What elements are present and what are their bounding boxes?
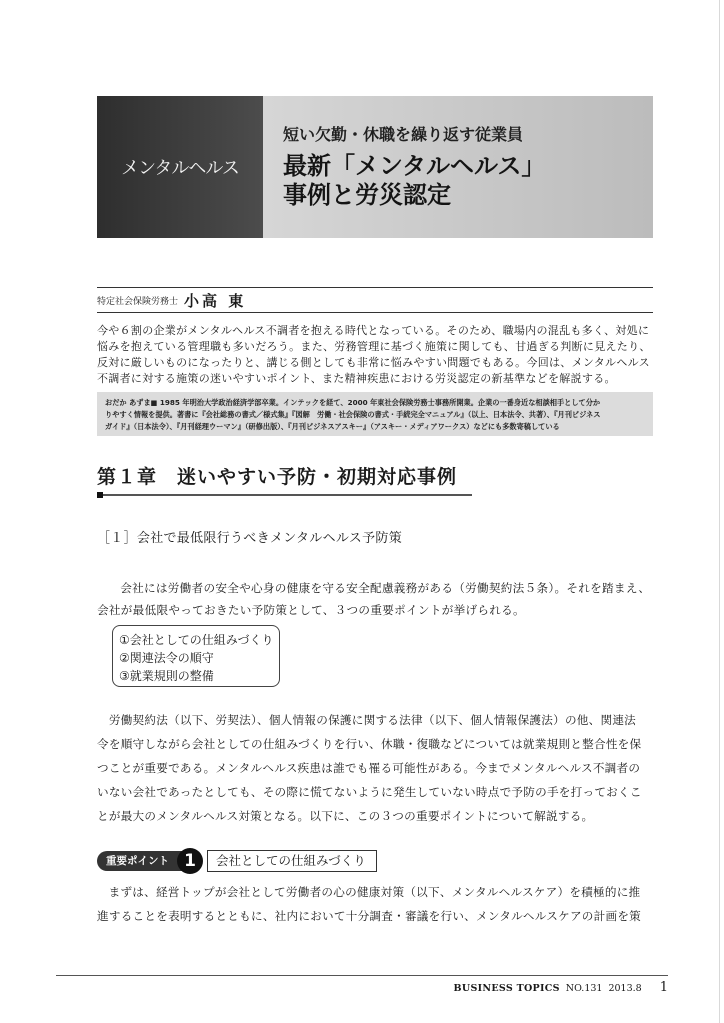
body-paragraph-2: [97, 708, 657, 828]
key-point-label: 重要ポイント: [97, 851, 185, 871]
bio-line: りやすく情報を提供。著書に『会社総務の書式／様式集』『図解 労働・社会保険の書式・手続完全マニュアル』（以上、日本法令、共著）、『月刊ビジネス: [105, 410, 601, 419]
issue-number: NO.131: [565, 983, 603, 994]
key-point-item: ③就業規則の整備: [119, 669, 214, 683]
page-number: 1: [659, 980, 668, 995]
key-point-item: ②関連法令の順守: [119, 651, 214, 665]
chapter-title: 第１章 迷いやすい予防・初期対応事例: [97, 466, 458, 488]
key-point-title: 会社としての仕組みづくり: [207, 850, 377, 872]
article-title-line-1: 最新「メンタルヘルス」: [283, 151, 546, 180]
body-line: つことが重要である。メンタルヘルス疾患は誰でも罹る可能性がある。今までメンタルヘルス不調者の: [97, 761, 641, 775]
author-row: [97, 287, 653, 313]
article-kicker: 短い欠勤・休職を繰り返す従業員: [283, 125, 524, 144]
key-points-box: [112, 625, 280, 687]
body-line: 会社には労働者の安全や心身の健康を守る安全配慮義務がある（労働契約法５条）。それを踏まえ、: [120, 581, 651, 595]
key-point-item: ①会社としての仕組みづくり: [119, 633, 274, 647]
lead-line: 悩みを抱えている管理職も多いだろう。また、労務管理に基づく施策に関しても、甘過ぎる判断に見えたり、: [97, 340, 651, 353]
body-paragraph-3: [97, 880, 657, 928]
issue-date: 2013.8: [608, 983, 642, 994]
chapter-heading: [97, 462, 472, 498]
scan-edge-line: [719, 0, 720, 1023]
body-line: 進することを表明するとともに、社内において十分調査・審議を行い、メンタルヘルスケアの計画を策: [97, 909, 642, 923]
body-line: 令を順守しながら会社としての仕組みづくりを行い、休職・復職などについては就業規則と整合性を保: [97, 737, 642, 751]
body-line: とが最大のメンタルヘルス対策となる。以下に、この３つの重要ポイントについて解説する。: [97, 809, 594, 823]
body-line: 労働契約法（以下、労契法）、個人情報の保護に関する法律（以下、個人情報保護法）の他、関連法: [97, 713, 637, 727]
publication-name: BUSINESS TOPICS: [453, 983, 560, 994]
body-paragraph-1: [97, 577, 653, 621]
chapter-underline: [97, 494, 472, 496]
article-header-band: [97, 96, 653, 238]
body-line: いない会社であったとしても、その際に慌てないように発生していない時点で予防の手を打っておくこ: [97, 785, 642, 799]
footer-rule: [56, 975, 668, 976]
author-name: 小高 東: [184, 291, 247, 310]
key-point-number-badge: 1: [177, 848, 203, 874]
bio-line: ガイド』（日本法令）、『月刊経理ウーマン』（研修出版）、『月刊ビジネスアスキー』（アスキー・メディアワークス）などにも多数寄稿している: [105, 422, 560, 431]
author-role: 特定社会保険労務士: [97, 296, 179, 307]
key-point-heading: [97, 849, 377, 873]
category-label: メンタルヘルス: [121, 158, 239, 179]
chapter-square-marker: [97, 492, 103, 498]
bio-line: おだか あずま■ 1985 年明治大学政治経済学部卒業。インテックを経て、2000 年東社会保険労務士事務所開業。企業の一番身近な相談相手として分か: [105, 398, 601, 407]
lead-line: 反対に厳しいものになったりと、講じる側としても非常に悩みやすい問題でもある。今回は、メンタルヘルス: [97, 356, 650, 369]
lead-paragraph: [97, 323, 653, 387]
body-line: 会社が最低限やっておきたい予防策として、３つの重要ポイントが挙げられる。: [97, 603, 525, 617]
body-line: まずは、経営トップが会社として労働者の心の健康対策（以下、メンタルヘルスケア）を積極的に推: [108, 885, 641, 899]
title-panel: [263, 96, 653, 238]
lead-line: 不調者に対する施策の迷いやすいポイント、また精神疾患における労災認定の新基準などを解説する。: [97, 372, 616, 385]
author-bio-box: [97, 392, 653, 436]
category-panel: [97, 96, 263, 238]
page-footer: [454, 980, 668, 995]
article-title-line-2: 事例と労災認定: [283, 180, 451, 209]
lead-line: 今や６割の企業がメンタルヘルス不調者を抱える時代となっている。そのため、職場内の混乱も多く、対処に: [97, 324, 650, 337]
section-heading: ［１］会社で最低限行うべきメンタルヘルス予防策: [97, 531, 402, 546]
